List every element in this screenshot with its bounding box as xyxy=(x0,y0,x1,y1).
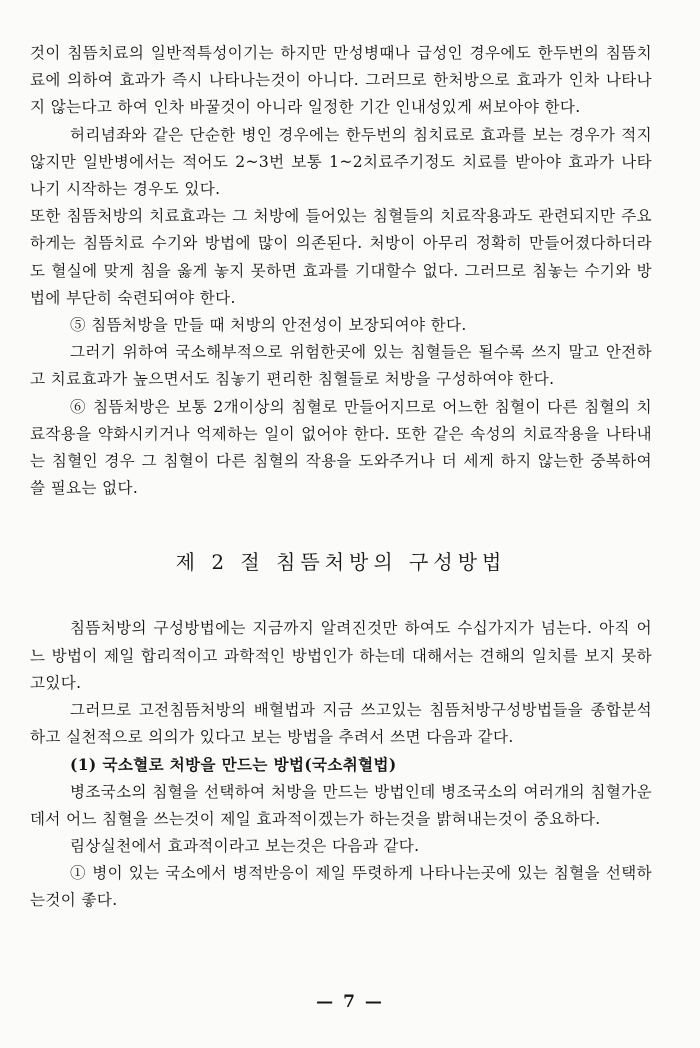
paragraph: 침뜸처방의 구성방법에는 지금까지 알려진것만 하여도 수십가지가 넘는다. 아직 어느 방법이 제일 합리적이고 과학적인 방법인가 하는데 대해서는 견해의 일치를 보지 못하고있다. xyxy=(30,619,652,692)
paragraph: 그러므로 고전침뜸처방의 배혈법과 지금 쓰고있는 침뜸처방구성방법들을 종합분석하고 실천적으로 의의가 있다고 보는 방법을 추려서 쓰면 다음과 같다. xyxy=(30,701,652,747)
paragraph: 것이 침뜸치료의 일반적특성이기는 하지만 만성병때나 급성인 경우에도 한두번의 침뜸치료에 의하여 효과가 즉시 나타나는것이 아니다. 그러므로 한처방으로 효과가 인차 나타나지 않는다고 하여 인차 바꿀것이 아니라 일정한 기간 인내성있게 써보아야 한다. xyxy=(30,44,652,117)
paragraph: 림상실천에서 효과적이라고 보는것은 다음과 같다. xyxy=(70,837,420,856)
paragraph: ① 병이 있는 국소에서 병적반응이 제일 뚜렷하게 나타나는곳에 있는 침혈을 선택하는것이 좋다. xyxy=(30,864,652,910)
body-text-top xyxy=(30,40,652,502)
paragraph: 허리념좌와 같은 단순한 병인 경우에는 한두번의 침치료로 효과를 보는 경우가 적지 않지만 일반병에서는 적어도 2~3번 보통 1~2치료주기정도 치료를 받아야 효과가 나타나기 시작하는 경우도 있다. xyxy=(30,125,652,199)
paragraph: 병조국소의 침혈을 선택하여 처방을 만드는 방법인데 병조국소의 여러개의 침혈가운데서 어느 침혈을 쓰는것이 제일 효과적이겠는가 하는것을 밝혀내는것이 중요하다. xyxy=(30,782,652,828)
paragraph: 또한 침뜸처방의 치료효과는 그 처방에 들어있는 침혈들의 치료작용과도 관련되지만 주요하게는 침뜸치료 수기와 방법에 많이 의존된다. 처방이 아무리 정확히 만들어졌다하더라도 혈실에 맞게 침을 옳게 놓지 못하면 효과를 기대할수 없다. 그러므로 침놓는 수기와 방법에 부단히 숙련되여야 한다. xyxy=(30,207,652,307)
paragraph: 그러기 위하여 국소해부적으로 위험한곳에 있는 침혈들은 될수록 쓰지 말고 안전하고 치료효과가 높으면서도 침놓기 편리한 침혈들로 처방을 구성하여야 한다. xyxy=(30,343,652,389)
paragraph: (1) 국소혈로 처방을 만드는 방법(국소취혈법) xyxy=(70,755,397,775)
section-title: 제 2 절 침뜸처방의 구성방법 xyxy=(175,550,507,575)
paragraph: ⑥ 침뜸처방은 보통 2개이상의 침혈로 만들어지므로 어느한 침혈이 다른 침혈의 치료작용을 약화시키거나 억제하는 일이 없어야 한다. 또한 같은 속성의 치료작용을 나타내는 침혈인 경우 그 침혈이 다른 침혈의 작용을 도와주거나 더 세게 하지 않는한 중복하여 쓸 필요는 없다. xyxy=(30,397,652,498)
body-text-bottom xyxy=(30,615,652,914)
page-number: — 7 — xyxy=(316,992,384,1012)
paragraph: ⑤ 침뜸처방을 만들 때 처방의 안전성이 보장되여야 한다. xyxy=(70,316,467,335)
